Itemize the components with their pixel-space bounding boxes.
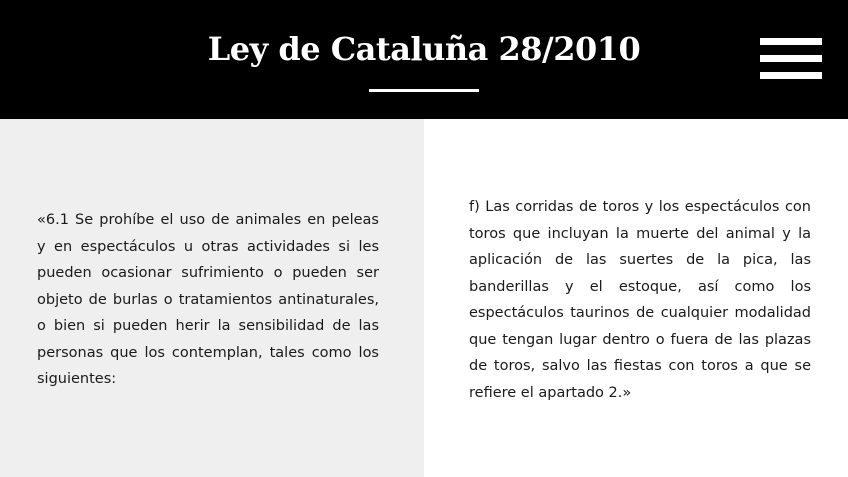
menu-line — [760, 38, 822, 45]
left-paragraph: «6.1 Se prohíbe el uso de animales en peleas y en espectáculos u otras actividades si les pueden ocasionar sufrimiento o pueden ser objeto de burlas o tratamientos antinaturales, o bien si pueden herir la sensibilidad de las personas que los contemplan, tales como los siguientes: — [37, 212, 379, 387]
menu-line — [760, 55, 822, 62]
title-underline — [369, 89, 479, 92]
menu-line — [760, 72, 822, 79]
page-title: Ley de Cataluña 28/2010 — [207, 30, 641, 68]
right-paragraph: f) Las corridas de toros y los espectáculos con toros que incluyan la muerte del animal y la aplicación de las suertes de la pica, las banderillas y el estoque, así como los espectáculos taurinos de cualquier modalidad que tengan lugar dentro o fuera de las plazas de toros, salvo las fiestas con toros a que se refiere el apartado 2.» — [469, 199, 811, 401]
header-bar — [0, 0, 848, 119]
hamburger-menu-icon[interactable] — [760, 38, 822, 80]
